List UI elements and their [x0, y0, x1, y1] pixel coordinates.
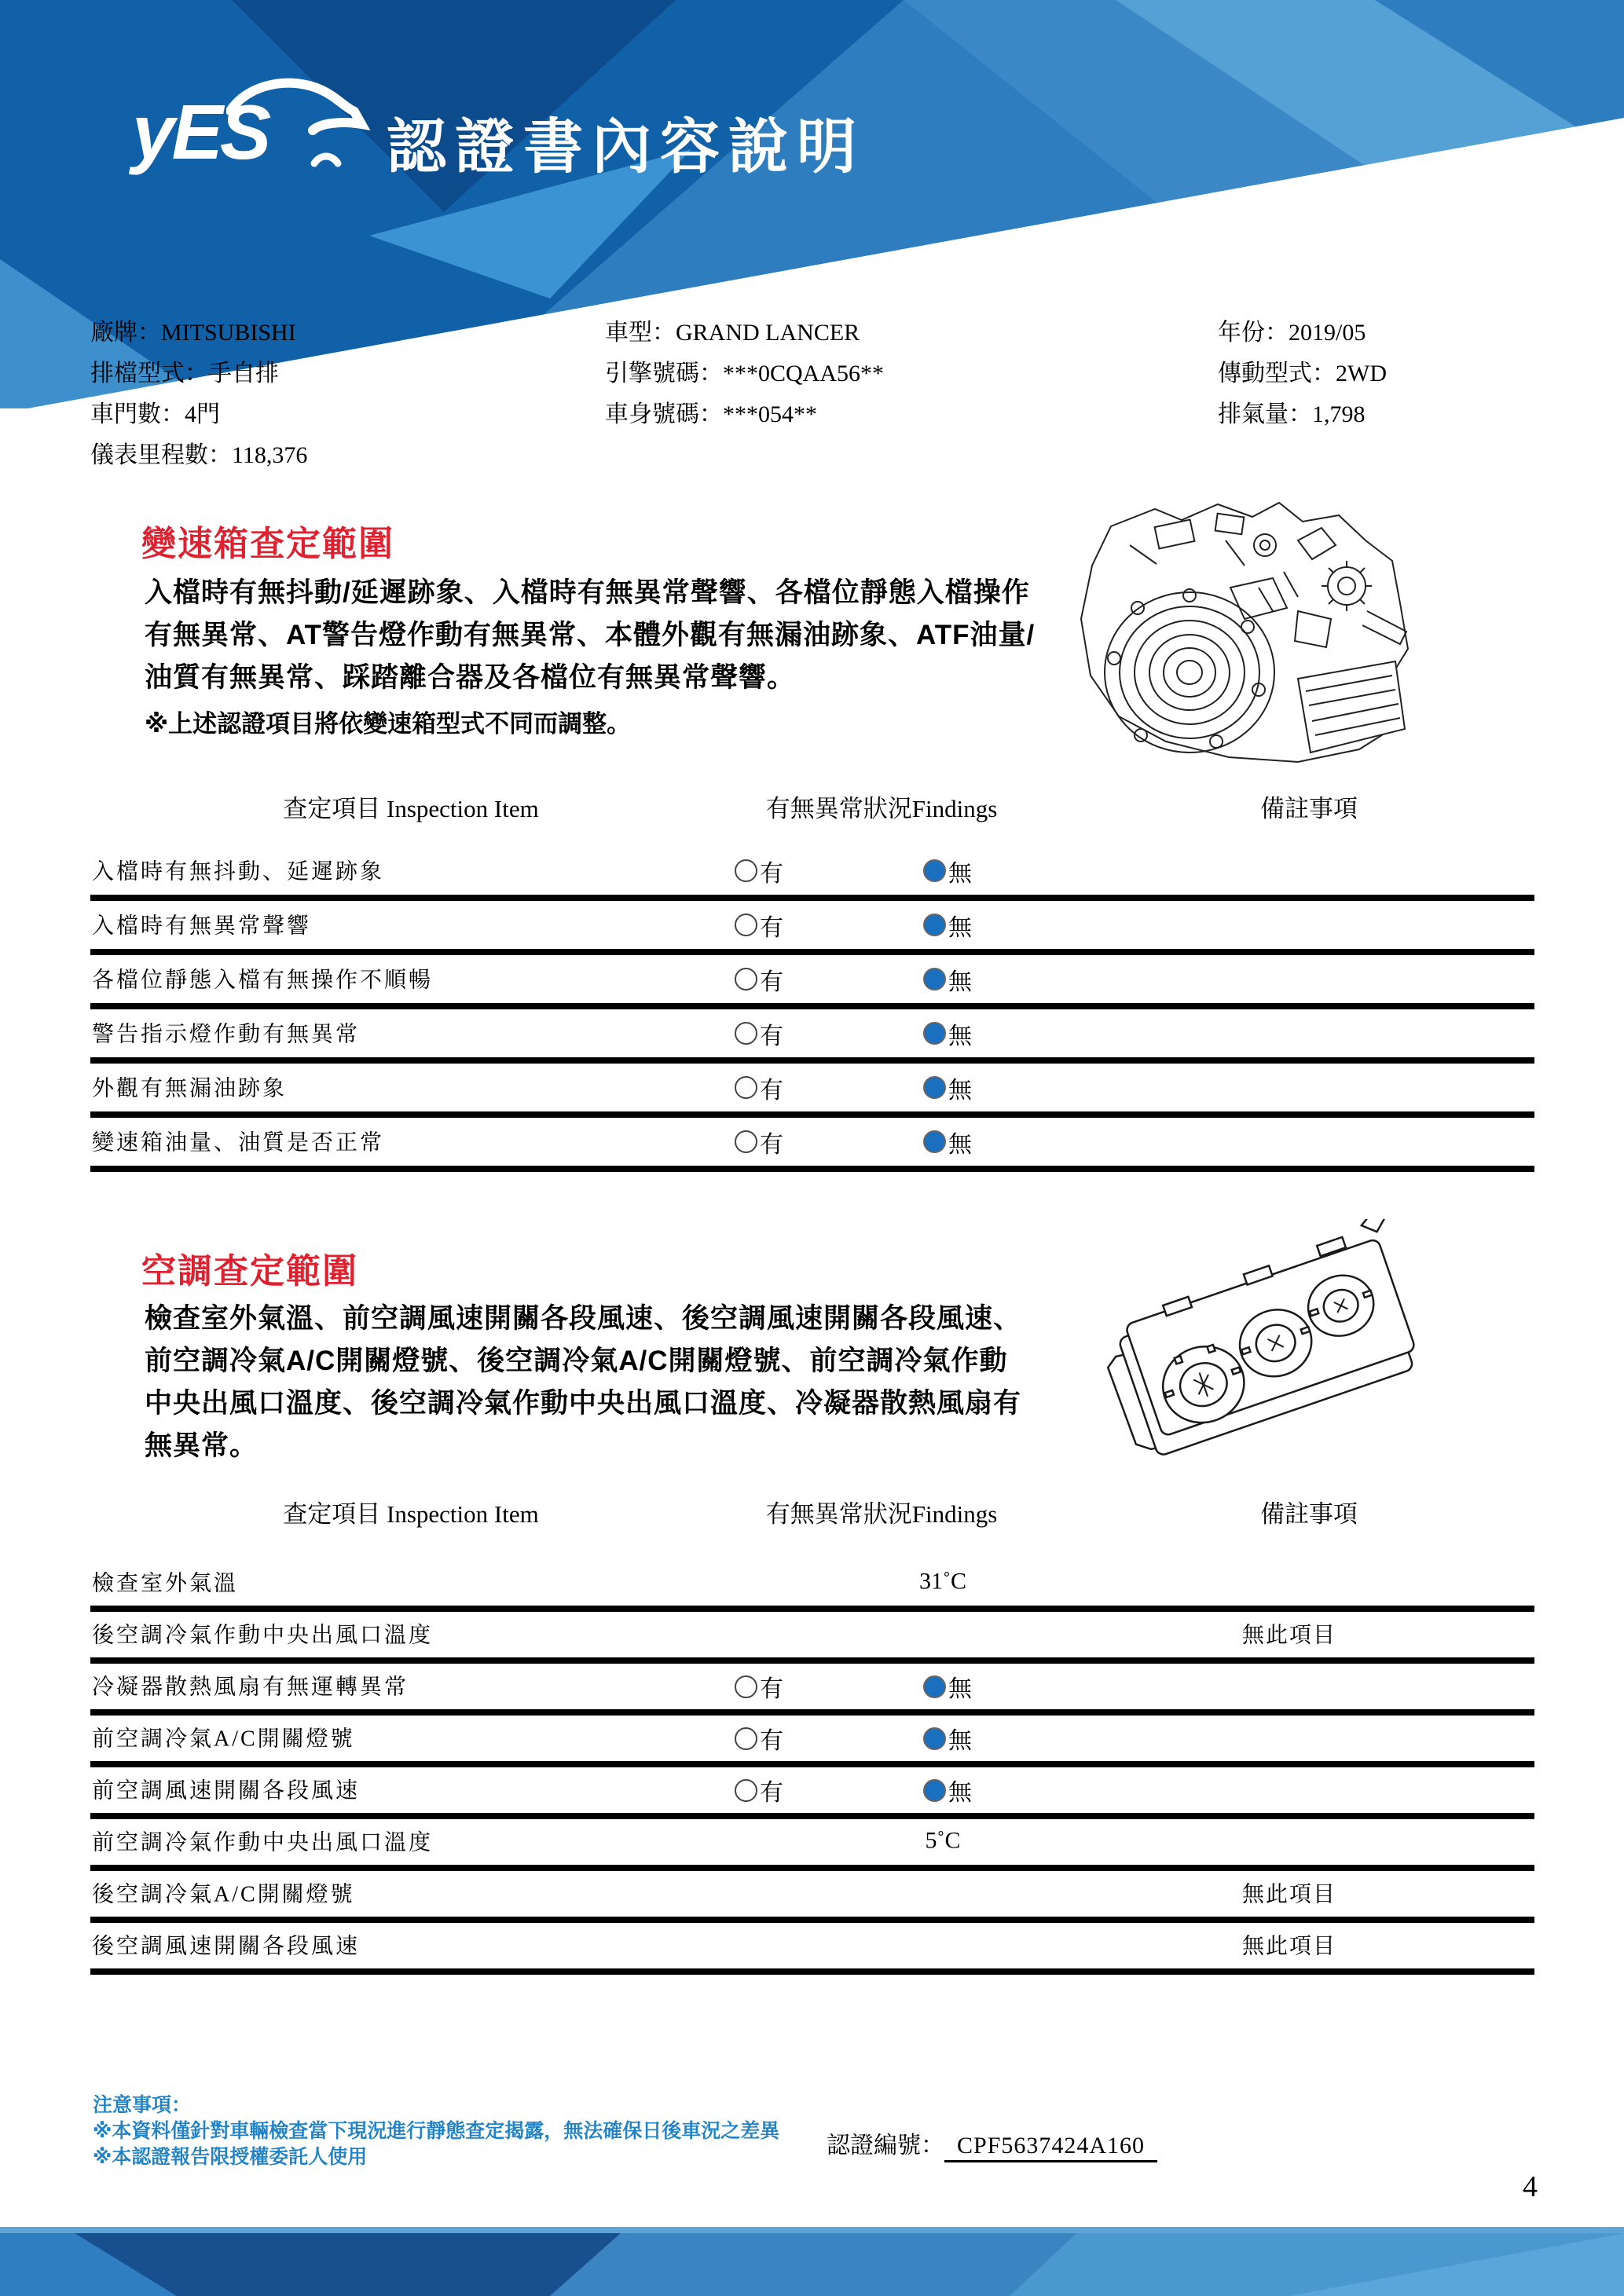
table-row	[90, 1009, 1534, 1064]
inspection-item-label: 後空調冷氣作動中央出風口溫度	[92, 1623, 434, 1648]
radio-selected-icon[interactable]	[923, 1675, 946, 1698]
radio-yes[interactable]	[735, 1669, 783, 1704]
transmission-section-description	[145, 572, 1035, 699]
ac-table-header	[90, 1494, 1534, 1529]
inspection-item-label: 前空調冷氣A/C開關燈號	[92, 1727, 355, 1752]
column-header-remark: 備註事項	[1260, 795, 1358, 822]
table-row	[90, 1064, 1534, 1118]
description-line: 有無異常、AT警告燈作動有無異常、本體外觀有無漏油跡象、ATF油量/	[145, 620, 1036, 650]
table-row	[90, 1612, 1534, 1664]
radio-unselected-icon[interactable]	[735, 1130, 757, 1153]
column-header-findings: 有無異常狀況Findings	[765, 795, 998, 822]
vehicle-info-item	[90, 435, 307, 476]
table-row	[90, 847, 1534, 901]
car-swoosh-icon	[226, 75, 372, 181]
radio-label: 無	[948, 969, 972, 995]
certificate-number-value: CPF5637424A160	[944, 2133, 1157, 2162]
radio-no[interactable]	[923, 1721, 972, 1756]
radio-yes[interactable]	[735, 962, 783, 997]
inspection-item-label: 檢查室外氣溫	[92, 1571, 239, 1596]
radio-label: 無	[948, 1676, 972, 1702]
radio-no[interactable]	[923, 1669, 972, 1704]
radio-label: 無	[948, 914, 972, 941]
vehicle-info-column-1	[90, 313, 307, 476]
radio-label: 無	[948, 1077, 972, 1104]
vehicle-info-item	[605, 394, 884, 435]
radio-unselected-icon[interactable]	[735, 968, 757, 991]
radio-unselected-icon[interactable]	[735, 859, 757, 882]
description-line: 無異常。	[145, 1430, 258, 1461]
radio-selected-icon[interactable]	[923, 1076, 946, 1099]
notice-block	[93, 2093, 779, 2170]
table-row	[90, 1871, 1534, 1923]
certificate-number	[827, 2126, 1157, 2160]
radio-label: 無	[948, 1728, 972, 1754]
certificate-number-label: 認證編號：	[827, 2133, 944, 2159]
notice-line: ※本認證報告限授權委託人使用	[93, 2146, 368, 2168]
radio-label: 無	[948, 860, 972, 887]
radio-yes[interactable]	[735, 1071, 783, 1105]
description-line: 入檔時有無抖動/延遲跡象、入檔時有無異常聲響、各檔位靜態入檔操作	[145, 577, 1030, 608]
table-row	[90, 901, 1534, 955]
table-row	[90, 1767, 1534, 1819]
radio-label: 有	[760, 1077, 783, 1104]
info-value: 2019/05	[1289, 320, 1366, 346]
transmission-table-header	[90, 789, 1534, 823]
inspection-item-label: 冷凝器散熱風扇有無運轉異常	[92, 1675, 409, 1700]
radio-unselected-icon[interactable]	[735, 1022, 757, 1045]
inspection-item-label: 入檔時有無異常聲響	[92, 913, 312, 938]
inspection-item-label: 變速箱油量、油質是否正常	[92, 1130, 385, 1155]
page-number: 4	[1523, 2170, 1538, 2203]
radio-selected-icon[interactable]	[923, 1779, 946, 1802]
transmission-section-note: ※上述認證項目將依變速箱型式不同而調整。	[145, 710, 632, 738]
finding-value: 5˚C	[925, 1827, 961, 1854]
info-label: 車門數：	[90, 401, 185, 427]
info-value: 1,798	[1312, 401, 1366, 427]
info-value: ***054**	[723, 401, 817, 427]
vehicle-info-column-2	[605, 313, 884, 435]
table-row	[90, 1664, 1534, 1716]
vehicle-info-item	[605, 353, 884, 394]
page-title: 認證書內容說明	[387, 114, 865, 181]
radio-no[interactable]	[923, 1071, 972, 1105]
column-header-inspection-item: 查定項目 Inspection Item	[283, 795, 539, 822]
radio-selected-icon[interactable]	[923, 859, 946, 882]
radio-yes[interactable]	[735, 854, 783, 888]
info-label: 傳動型式：	[1218, 361, 1336, 386]
radio-label: 有	[760, 914, 783, 941]
info-label: 排檔型式：	[90, 361, 208, 386]
radio-label: 有	[760, 860, 783, 887]
inspection-item-label: 各檔位靜態入檔有無操作不順暢	[92, 967, 434, 992]
column-header-remark: 備註事項	[1260, 1500, 1358, 1528]
radio-unselected-icon[interactable]	[735, 1779, 757, 1802]
info-label: 引擎號碼：	[605, 361, 723, 386]
radio-yes[interactable]	[735, 1125, 783, 1159]
table-row	[90, 1118, 1534, 1172]
radio-selected-icon[interactable]	[923, 1022, 946, 1045]
radio-label: 無	[948, 1023, 972, 1049]
transmission-section-title: 變速箱查定範圍	[141, 525, 394, 563]
table-row	[90, 1923, 1534, 1975]
radio-label: 有	[760, 969, 783, 995]
radio-unselected-icon[interactable]	[735, 914, 757, 936]
table-row	[90, 1716, 1534, 1767]
info-label: 排氣量：	[1218, 401, 1312, 427]
inspection-item-label: 前空調冷氣作動中央出風口溫度	[92, 1830, 434, 1855]
radio-label: 有	[760, 1023, 783, 1049]
column-header-inspection-item: 查定項目 Inspection Item	[283, 1500, 539, 1528]
table-row	[90, 1560, 1534, 1612]
radio-selected-icon[interactable]	[923, 968, 946, 991]
transmission-table	[90, 847, 1534, 1172]
vehicle-info-item	[90, 313, 307, 353]
radio-label: 有	[760, 1131, 783, 1158]
inspection-item-label: 後空調風速開關各段風速	[92, 1934, 361, 1959]
footer-banner-graphic	[0, 2227, 1624, 2296]
info-label: 廠牌：	[90, 320, 161, 346]
vehicle-info-column-3	[1218, 313, 1387, 435]
info-label: 車身號碼：	[605, 401, 723, 427]
transmission-illustration	[1062, 493, 1417, 770]
vehicle-info-item	[1218, 313, 1387, 353]
info-label: 儀表里程數：	[90, 442, 232, 468]
info-label: 年份：	[1218, 320, 1289, 346]
radio-no[interactable]	[923, 854, 972, 888]
vehicle-info-item	[605, 313, 884, 353]
radio-unselected-icon[interactable]	[735, 1727, 757, 1750]
info-value: 2WD	[1336, 361, 1387, 386]
radio-no[interactable]	[923, 908, 972, 943]
radio-yes[interactable]	[735, 1016, 783, 1051]
radio-yes[interactable]	[735, 908, 783, 943]
table-row	[90, 1819, 1534, 1871]
description-line: 前空調冷氣A/C開關燈號、後空調冷氣A/C開關燈號、前空調冷氣作動	[145, 1346, 1008, 1376]
radio-label: 有	[760, 1676, 783, 1702]
column-header-findings: 有無異常狀況Findings	[765, 1500, 998, 1528]
info-value: 118,376	[232, 442, 308, 468]
description-line: 油質有無異常、踩踏離合器及各檔位有無異常聲響。	[145, 662, 796, 693]
remark-value: 無此項目	[1242, 1882, 1337, 1907]
radio-selected-icon[interactable]	[923, 1727, 946, 1750]
info-label: 車型：	[605, 320, 676, 346]
inspection-item-label: 外觀有無漏油跡象	[92, 1075, 288, 1100]
radio-label: 有	[760, 1728, 783, 1754]
radio-yes[interactable]	[735, 1721, 783, 1756]
radio-label: 無	[948, 1131, 972, 1158]
inspection-item-label: 警告指示燈作動有無異常	[92, 1021, 361, 1046]
table-row	[90, 955, 1534, 1009]
vehicle-info-item	[1218, 353, 1387, 394]
yes-logo-text: yES	[132, 89, 269, 175]
finding-value: 31˚C	[919, 1568, 966, 1595]
radio-no[interactable]	[923, 1773, 972, 1807]
radio-selected-icon[interactable]	[923, 914, 946, 936]
radio-selected-icon[interactable]	[923, 1130, 946, 1153]
info-value: 手自排	[208, 361, 279, 386]
remark-value: 無此項目	[1242, 1623, 1337, 1648]
radio-unselected-icon[interactable]	[735, 1076, 757, 1099]
remark-value: 無此項目	[1242, 1934, 1337, 1959]
radio-no[interactable]	[923, 1016, 972, 1051]
inspection-item-label: 前空調風速開關各段風速	[92, 1778, 361, 1803]
info-value: GRAND LANCER	[676, 320, 860, 346]
notice-title: 注意事項：	[93, 2094, 192, 2116]
vehicle-info-item	[1218, 394, 1387, 435]
notice-line: ※本資料僅針對車輛檢查當下現況進行靜態查定揭露，無法確保日後車況之差異	[93, 2120, 780, 2142]
info-value: 4門	[185, 401, 220, 427]
ac-section-description	[145, 1298, 1021, 1467]
vehicle-info-item	[90, 394, 307, 435]
radio-no[interactable]	[923, 1125, 972, 1159]
info-value: ***0CQAA56**	[723, 361, 885, 386]
description-line: 檢查室外氣溫、前空調風速開關各段風速、後空調風速開關各段風速、	[145, 1303, 1022, 1334]
inspection-item-label: 後空調冷氣A/C開關燈號	[92, 1882, 355, 1907]
radio-label: 無	[948, 1780, 972, 1806]
radio-label: 有	[760, 1780, 783, 1806]
yes-logo	[132, 89, 368, 179]
vehicle-info-item	[90, 353, 307, 394]
description-line: 中央出風口溫度、後空調冷氣作動中央出風口溫度、冷凝器散熱風扇有	[145, 1388, 1022, 1419]
info-value: MITSUBISHI	[161, 320, 296, 346]
inspection-item-label: 入檔時有無抖動、延遲跡象	[92, 859, 385, 884]
ac-table	[90, 1560, 1534, 1975]
radio-unselected-icon[interactable]	[735, 1675, 757, 1698]
radio-yes[interactable]	[735, 1773, 783, 1807]
ac-section-title: 空調查定範圍	[141, 1252, 358, 1291]
ac-panel-illustration	[1088, 1219, 1426, 1480]
radio-no[interactable]	[923, 962, 972, 997]
